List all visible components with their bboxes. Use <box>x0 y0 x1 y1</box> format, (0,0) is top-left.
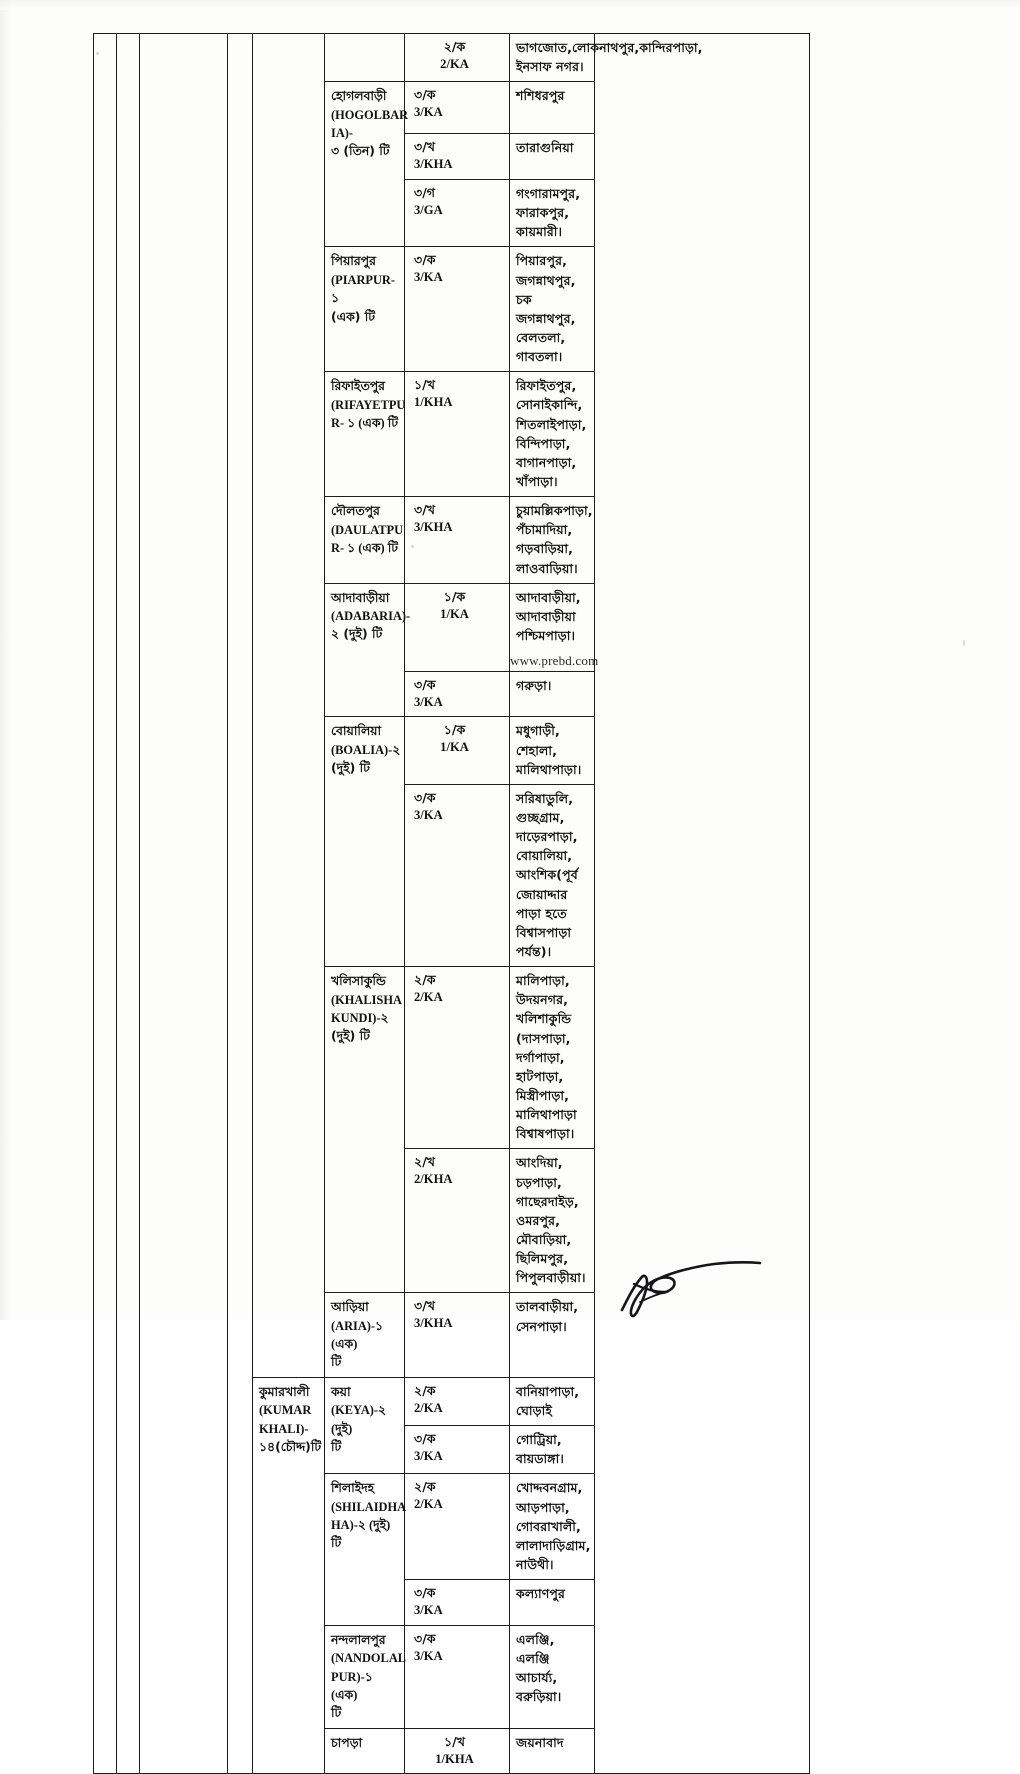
union-name <box>325 1626 407 1728</box>
outer-col-1 <box>94 34 117 1774</box>
union-name <box>325 82 409 165</box>
union-name-cell <box>325 497 405 584</box>
areas-cell <box>510 784 595 966</box>
ward-code-en: 1/KHA <box>414 395 453 410</box>
ward-code-bn: ৩/খ <box>414 502 436 518</box>
ward-code-en: 3/KA <box>414 105 443 120</box>
areas-text: সরিষাডুলি, গুচ্ছগ্রাম, দাড়েরপাড়া, বোয়ালিয়া, আংশিক(পূর্ব জোয়াদ্দার পাড়া হতে বিশ্বাসপাড়া পর্যন্ত)। <box>516 790 578 959</box>
ward-code-cell <box>405 1426 510 1474</box>
ward-code <box>405 1580 509 1625</box>
ward-code-en: 3/KA <box>414 1448 443 1463</box>
union-name-en: (KHALISHA <box>331 992 402 1007</box>
union-name-en-cont: PUR)-১ (এক) <box>331 1669 373 1702</box>
ward-code-en: 2/KHA <box>414 1172 453 1187</box>
union-name-cell <box>325 82 409 247</box>
scan-speckle <box>411 545 414 548</box>
ward-code <box>405 497 509 542</box>
areas-text: রিফাইতপুর, সোনাইকান্দি, শিতলাইপাড়া, বিন্দিপাড়া, বাগানপাড়া, খাঁপাড়া। <box>516 378 587 489</box>
areas-text: কল্যাণপুর <box>516 1586 566 1602</box>
ward-code <box>405 1378 509 1423</box>
areas-text: পিয়ারপুর, জগন্নাথপুর, চক জগন্নাথপুর, বেলতলা, গাবতলা। <box>516 253 576 365</box>
ward-code-cell <box>405 1625 510 1728</box>
areas-cell <box>510 1580 595 1626</box>
ward-code-en: 3/KHA <box>414 157 453 172</box>
ward-code-en: 3/KA <box>414 807 443 822</box>
upazila-label-bn: কুমারখালী <box>259 1383 310 1399</box>
ward-code-en: 2/KA <box>414 1400 443 1415</box>
ward-code-en: 3/KA <box>414 1648 443 1663</box>
ward-code <box>405 1729 509 1774</box>
ward-code-bn: ২/ক <box>414 1382 436 1398</box>
areas-text: বানিয়াপাড়া, ঘোড়াই <box>516 1383 580 1418</box>
areas-cell <box>510 180 595 247</box>
ward-code <box>405 1626 509 1671</box>
table-row <box>94 34 967 82</box>
scan-edge-left <box>0 0 14 1320</box>
union-count: টি <box>331 1354 342 1370</box>
areas-text: তালবাড়ীয়া, সেনপাড়া। <box>516 1299 579 1334</box>
areas-text: মালিপাড়া, উদয়নগর, খলিশাকুন্ডি (দাসপাড়া, দর্গাপাড়া, হাটপাড়া, মিস্ত্রীপাড়া, মালিথাপাড়া বিশ্বাষপাড়া। <box>516 973 577 1142</box>
ward-code-en: 3/KA <box>414 1602 443 1617</box>
union-name-en: (ADABARIA)- <box>331 609 411 624</box>
union-name-en-cont: R- ১ (এক) টি <box>331 416 399 431</box>
outer-col-2 <box>117 34 140 1774</box>
areas-text: গরুড়া। <box>516 677 552 693</box>
union-name-en: (BOALIA)-২ <box>331 742 401 757</box>
areas-cell <box>510 82 595 134</box>
ward-code-bn: ৩/ক <box>414 789 436 805</box>
union-count: (দুই) টি <box>331 1028 370 1044</box>
union-name-cell <box>325 1377 405 1474</box>
ward-code-bn: ১/ক <box>443 588 466 604</box>
ward-code <box>405 1293 509 1338</box>
areas-cell <box>510 717 595 784</box>
union-name-cell <box>325 372 405 497</box>
union-name <box>325 1474 407 1557</box>
union-name-bn: কয়া <box>331 1383 351 1399</box>
areas-cell <box>510 1625 595 1728</box>
table-container <box>93 33 966 1774</box>
union-count: (দুই) টি <box>331 760 370 776</box>
areas-cell <box>510 1377 595 1425</box>
union-name-en: (RIFAYETPU <box>331 397 406 412</box>
ward-code-bn: ৩/খ <box>414 1298 436 1314</box>
union-name-bn: চাপড়া <box>331 1734 363 1750</box>
outer-col-3 <box>140 34 228 1774</box>
union-name <box>325 497 404 562</box>
table-body <box>94 34 967 1774</box>
ward-code-bn: ২/ক <box>414 972 436 988</box>
areas-text: খোদ্দবনগ্রাম, আড়পাড়া, গোবরাখালী, লালাদাড়িগ্রাম, নাউথী। <box>516 1480 591 1572</box>
ward-code-en: 2/KA <box>414 990 443 1005</box>
union-name <box>325 717 404 782</box>
union-name <box>325 1378 404 1461</box>
ward-code-bn: ৩/ক <box>414 252 436 268</box>
ward-code-cell <box>405 497 510 584</box>
areas-text: এলঞ্জি, এলঞ্জি আচার্য্য, বরুড়িয়া। <box>516 1631 562 1705</box>
watermark-text: www.prebd.com <box>510 653 599 669</box>
union-name-cell <box>325 1474 405 1625</box>
ward-code-bn: ২/খ <box>414 1154 436 1170</box>
ward-code-bn: ২/ক <box>443 39 466 54</box>
union-name <box>325 1729 404 1757</box>
union-name-en-cont: R- ১ (এক) টি <box>331 540 399 555</box>
ward-code <box>405 717 509 762</box>
ward-code <box>405 1426 509 1471</box>
areas-cell <box>510 1149 595 1293</box>
ward-code <box>405 1474 509 1519</box>
areas-text: গংগারামপুর, ফারাকপুর, কায়মারী। <box>516 186 581 240</box>
ward-code-cell <box>405 1293 510 1377</box>
scan-speckle <box>963 640 965 646</box>
union-name-cell <box>325 583 411 717</box>
upazila-label-en-cont: KHALI)- <box>259 1421 309 1436</box>
union-name-bn: পিয়ারপুর <box>331 253 376 269</box>
ward-code-cell <box>405 583 510 671</box>
areas-cell <box>510 34 703 82</box>
union-name-bn: দৌলতপুর <box>331 503 380 519</box>
ward-code <box>405 34 509 79</box>
ward-code-en: 2/KA <box>414 1497 443 1512</box>
ward-code-bn: ৩/ক <box>414 87 436 103</box>
ward-code-bn: ১/ক <box>443 722 466 738</box>
upazila-label <box>253 1378 324 1461</box>
union-count: টি <box>331 1438 342 1454</box>
areas-cell <box>510 134 595 180</box>
union-count: ৩ (তিন) টি <box>331 143 390 159</box>
areas-cell <box>510 1293 595 1377</box>
ward-code-cell <box>405 180 510 247</box>
ward-code <box>405 247 509 292</box>
ward-code-bn: ৩/ক <box>414 676 436 692</box>
areas-cell <box>510 671 595 717</box>
ward-code-bn: ৩/খ <box>414 139 436 155</box>
outer-col-right <box>595 34 810 1774</box>
union-name-bn: আদাবাড়ীয়া <box>331 589 390 605</box>
ward-code-cell <box>405 717 510 784</box>
areas-text: আদাবাড়ীয়া, আদাবাড়ীয়া পশ্চিমপাড়া। <box>516 589 581 643</box>
ward-code-bn: ২/ক <box>414 1479 436 1495</box>
union-name-cell <box>325 1293 405 1377</box>
union-name-cell <box>325 967 405 1293</box>
union-name-en: (HOGOLBAR IA)- <box>331 107 409 140</box>
ward-code-bn: ১/খ <box>414 377 436 393</box>
ward-code-en: 2/KA <box>440 56 469 71</box>
ward-code-en: 3/KA <box>414 694 443 709</box>
areas-text: গোট্রিয়া, বায়ডাঙ্গা। <box>516 1432 565 1467</box>
scan-edge-top <box>0 0 1020 10</box>
areas-cell <box>510 372 595 497</box>
union-name-bn: শিলাইদহ <box>331 1480 375 1496</box>
union-name <box>325 372 404 437</box>
upazila-count: ১৪(চৌদ্দ)টি <box>259 1438 322 1454</box>
areas-text: আংদিয়া, চড়পাড়া, গাছেরদাইড়, ওমরপুর, মৌবাড়িয়া, ছিলিমপুর, পিপুলবাড়ীয়া। <box>516 1155 586 1286</box>
areas-cell <box>510 967 595 1149</box>
ward-code-bn: ১/খ <box>443 1733 466 1749</box>
areas-text: শশিধরপুর <box>516 88 565 104</box>
ward-code-cell <box>405 1728 510 1774</box>
union-name-bn: খলিসাকুন্ডি <box>331 973 386 989</box>
ward-code-cell <box>405 34 510 82</box>
ward-code <box>405 785 509 830</box>
union-name-cell <box>325 717 405 967</box>
areas-text: চুয়ামল্লিকপাড়া, পঁচামাদিয়া, গড়বাড়িয়া, লাওবাড়িয়া। <box>516 503 593 576</box>
ward-code <box>405 584 509 629</box>
union-name-bn: হোগলবাড়ী <box>331 88 387 104</box>
scan-speckle <box>96 52 99 55</box>
union-name-en: (ARIA)-১ (এক) <box>331 1318 384 1352</box>
outer-col-4 <box>228 34 253 1774</box>
ward-code-cell <box>405 82 510 134</box>
union-name <box>325 247 404 330</box>
areas-text: তারাগুনিয়া <box>516 140 574 156</box>
union-name-en: (KEYA)-২ (দুই) <box>331 1403 387 1436</box>
ward-code-cell <box>405 247 510 372</box>
union-name-en: (NANDOLAL <box>331 1651 407 1666</box>
union-name <box>325 1293 404 1376</box>
union-name-cell <box>325 1728 405 1774</box>
areas-cell <box>510 1474 595 1580</box>
areas-cell <box>510 247 595 372</box>
ward-code-bn: ৩/ক <box>414 1630 436 1646</box>
ward-code-en: 3/KHA <box>414 520 453 535</box>
upazila-cell-empty <box>253 34 325 1378</box>
ward-code-cell <box>405 1580 510 1626</box>
ward-code-cell <box>405 784 510 966</box>
ward-code <box>405 672 509 717</box>
areas-cell <box>510 583 599 671</box>
union-name-cell <box>325 1625 405 1728</box>
ward-code-cell <box>405 1149 510 1293</box>
ward-code-bn: ৩/ক <box>414 1431 436 1447</box>
union-name-en: (PIARPUR- ১ <box>331 272 396 306</box>
union-name-bn: নন্দলালপুর <box>331 1631 386 1647</box>
union-count: ২ (দুই) টি <box>331 626 383 642</box>
ward-code-en: 1/KA <box>440 740 469 755</box>
union-name-cell <box>325 247 405 372</box>
ward-code <box>405 180 509 225</box>
union-name-bn: রিফাইতপুর <box>331 378 385 394</box>
ward-code <box>405 1149 509 1194</box>
union-name <box>325 967 404 1050</box>
areas-text: ভাগজোত,লোকনাথপুর,কান্দিরপাড়া, ইনসাফ নগর। <box>516 40 703 75</box>
areas-text: মধুগাড়ী, শেহালা, মালিথাপাড়া। <box>516 723 582 777</box>
ward-code-en: 1/KHA <box>435 1751 474 1766</box>
union-name-en-cont: HA)-২ (দুই) টি <box>331 1518 391 1551</box>
union-name-cell <box>325 34 405 82</box>
ward-code <box>405 967 509 1012</box>
ward-code-cell <box>405 372 510 497</box>
ward-code-en: 3/GA <box>414 202 443 217</box>
areas-cell <box>510 1426 595 1474</box>
union-name-bn: বোয়ালিয়া <box>331 723 382 739</box>
upazila-cell-kumarkhali <box>253 1377 325 1774</box>
union-name <box>325 584 411 649</box>
ward-code-bn: ৩/ক <box>414 1585 436 1601</box>
ward-code-cell <box>405 134 510 180</box>
union-count: (এক) টি <box>331 308 376 324</box>
union-count: টি <box>331 1705 342 1721</box>
ward-code <box>405 82 509 127</box>
ward-code <box>405 134 509 179</box>
ward-code-cell <box>405 1474 510 1580</box>
ward-code-en: 1/KA <box>440 606 469 621</box>
upazila-label-en: (KUMAR <box>259 1403 312 1418</box>
ward-code <box>405 372 509 417</box>
areas-text: জয়নাবাদ <box>516 1734 564 1750</box>
ward-code-cell <box>405 671 510 717</box>
union-name-en: (DAULATPU <box>331 522 404 537</box>
areas-cell <box>510 1728 595 1774</box>
areas-cell <box>510 497 595 584</box>
union-name-bn: আড়িয়া <box>331 1299 369 1315</box>
ward-code-bn: ৩/গ <box>414 185 436 201</box>
union-name-en: (SHILAIDHA <box>331 1499 407 1514</box>
ward-code-cell <box>405 967 510 1149</box>
ward-code-en: 3/KHA <box>414 1316 453 1331</box>
union-ward-table <box>93 33 967 1774</box>
ward-code-cell <box>405 1377 510 1425</box>
ward-code-en: 3/KA <box>414 270 443 285</box>
union-name-en-cont: KUNDI)-২ <box>331 1010 389 1025</box>
